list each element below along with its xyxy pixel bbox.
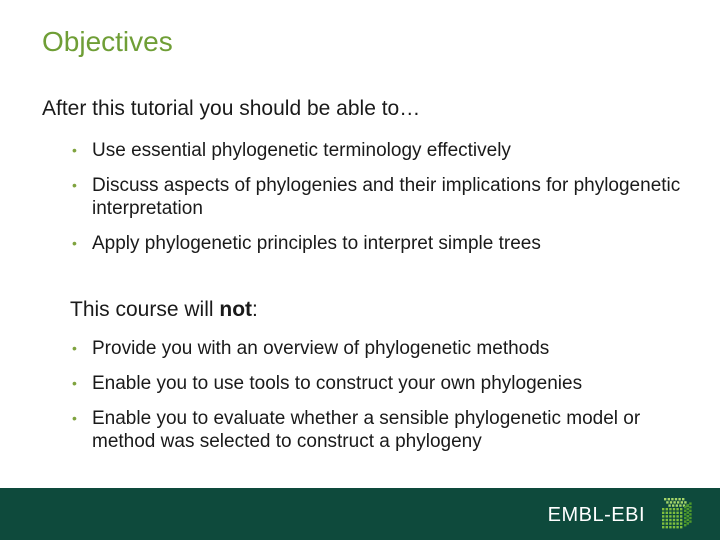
list-item xyxy=(70,174,690,220)
bullet-icon: • xyxy=(72,410,77,426)
brand-name: EMBL-EBI xyxy=(547,504,645,526)
not-heading-bold: not xyxy=(219,298,253,321)
list-item xyxy=(70,139,690,162)
intro-text: After this tutorial you should be able to… xyxy=(42,97,421,120)
goal-text: Use essential phylogenetic terminology effectively xyxy=(92,140,511,161)
not-item-text: Provide you with an overview of phylogenetic methods xyxy=(92,338,550,359)
goal-text: Apply phylogenetic principles to interpret simple trees xyxy=(92,233,541,254)
not-item-text: Enable you to use tools to construct your own phylogenies xyxy=(92,373,583,394)
list-item xyxy=(70,407,690,453)
bullet-icon: • xyxy=(72,177,77,193)
goals-list xyxy=(70,139,690,267)
embl-ebi-cube-logo-icon xyxy=(656,494,696,534)
not-list xyxy=(70,337,690,465)
not-heading-prefix: This course will xyxy=(70,298,220,321)
bullet-icon: • xyxy=(72,340,77,356)
goal-text: Discuss aspects of phylogenies and their implications for phylogenetic interpretation xyxy=(92,175,681,219)
bullet-icon: • xyxy=(72,375,77,391)
list-item xyxy=(70,232,690,255)
not-heading xyxy=(70,298,258,322)
not-item-text: Enable you to evaluate whether a sensible phylogenetic model or method was selected to construct a phylogeny xyxy=(92,408,641,452)
list-item xyxy=(70,337,690,360)
footer-bar xyxy=(0,488,720,540)
not-heading-suffix: : xyxy=(252,298,258,321)
bullet-icon: • xyxy=(72,142,77,158)
list-item xyxy=(70,372,690,395)
bullet-icon: • xyxy=(72,235,77,251)
slide-title: Objectives xyxy=(42,26,173,57)
